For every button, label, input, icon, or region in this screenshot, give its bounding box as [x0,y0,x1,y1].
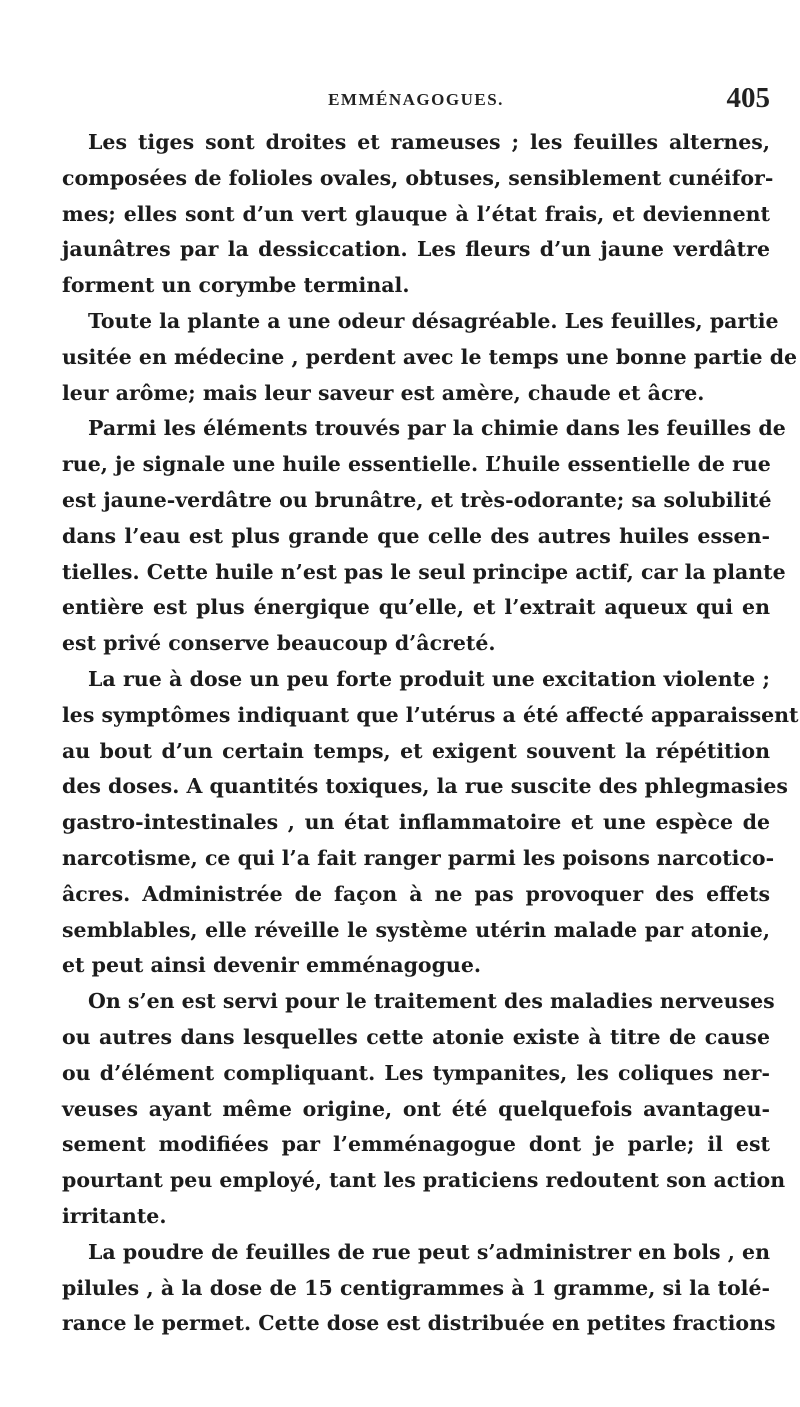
text-line: leur arôme; mais leur saveur est amère, chaude et âcre. [62,380,705,405]
text-line: rance le permet. Cette dose est distribuée en petites fractions [62,1311,776,1336]
text-line: veuses ayant même origine, ont été quelquefois avantageu- [62,1096,770,1121]
text-line: ou autres dans lesquelles cette atonie existe à titre de cause [62,1024,770,1049]
page-number: 405 [726,82,770,114]
text-line: La rue à dose un peu forte produit une excitation violente ; [88,666,770,691]
text-line: tielles. Cette huile n’est pas le seul principe actif, car la plante [62,559,786,584]
text-line: Les tiges sont droites et rameuses ; les feuilles alternes, [88,130,770,154]
text-line: pilules , à la dose de 15 centigrammes à 1 gramme, si la tolé- [62,1275,770,1300]
text-line: La poudre de feuilles de rue peut s’administrer en bols , en [88,1239,770,1264]
body-text [62,125,799,1342]
text-line: irritante. [62,1203,167,1228]
text-line: jaunâtres par la dessiccation. Les fleurs d’un jaune verdâtre [62,237,770,262]
running-title: EMMÉNAGOGUES. [328,90,504,109]
text-line: âcres. Administrée de façon à ne pas provoquer des effets [62,881,770,906]
text-line: est jaune-verdâtre ou brunâtre, et très-odorante; sa solubilité [62,487,772,512]
text-line: et peut ainsi devenir emménagogue. [62,953,482,978]
text-line: les symptômes indiquant que l’utérus a été affecté apparaissent [62,702,799,727]
text-line: On s’en est servi pour le traitement des maladies nerveuses [88,989,775,1014]
text-line: pourtant peu employé, tant les praticiens redoutent son action [62,1168,786,1193]
text-line: forment un corymbe terminal. [62,273,410,298]
text-line: semblables, elle réveille le système utérin malade par atonie, [62,917,770,942]
text-line: ou d’élément compliquant. Les tympanites, les coliques ner- [62,1060,770,1085]
text-line: gastro-intestinales , un état inflammatoire et une espèce de [62,810,770,835]
text-line: usitée en médecine , perdent avec le temps une bonne partie de [62,344,798,369]
text-line: mes; elles sont d’un vert glauque à l’état frais, et deviennent [62,201,770,226]
text-line: Toute la plante a une odeur désagréable. Les feuilles, partie [88,308,779,333]
text-line: sement modifiées par l’emménagogue dont je parle; il est [62,1132,770,1157]
text-line: dans l’eau est plus grande que celle des autres huiles essen- [62,523,770,548]
text-line: est privé conserve beaucoup d’âcreté. [62,631,496,656]
text-line: rue, je signale une huile essentielle. L’huile essentielle de rue [62,452,771,477]
text-line: narcotisme, ce qui l’a fait ranger parmi les poisons narcotico- [62,845,775,870]
text-line: composées de folioles ovales, obtuses, sensiblement cunéifor- [62,165,774,190]
text-line: entière est plus énergique qu’elle, et l’extrait aqueux qui en [62,595,770,620]
text-line: au bout d’un certain temps, et exigent souvent la répétition [62,738,770,763]
text-line: Parmi les éléments trouvés par la chimie dans les feuilles de [88,416,786,441]
text-line: des doses. A quantités toxiques, la rue suscite des phlegmasies [62,774,788,799]
running-header [62,82,770,118]
